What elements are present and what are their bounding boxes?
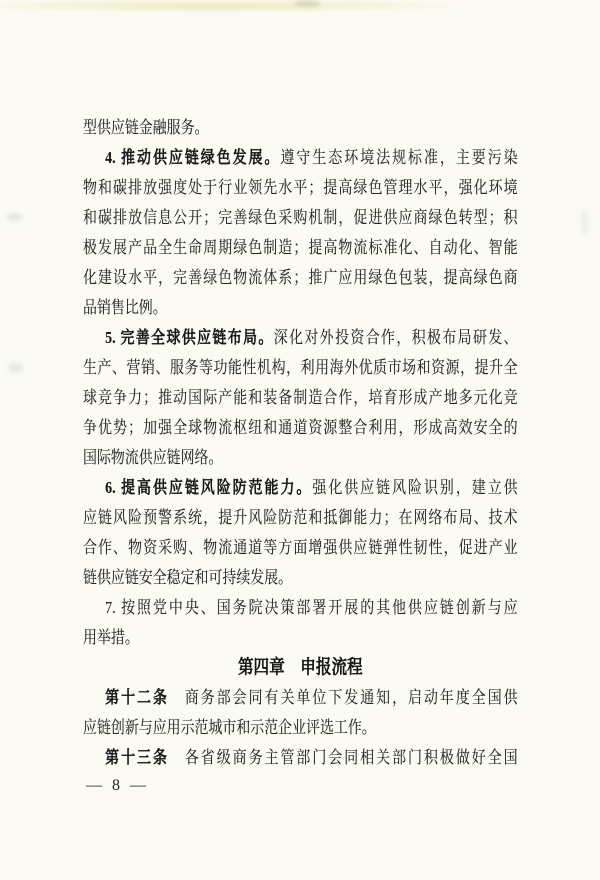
article-number-bold: 第十二条 [105, 688, 169, 707]
doc-line [83, 503, 518, 533]
line-text: 应链创新与应用示范城市和示范企业评选工作。 [83, 718, 376, 737]
line-text: 各省级商务主管部门会同相关部门积极做好全国 [168, 748, 518, 767]
doc-line [83, 233, 518, 263]
doc-line-item-6 [83, 473, 518, 503]
line-text: 生产、营销、服务等功能性机构，利用海外优质市场和资源，提升全 [83, 358, 518, 377]
line-text: 型供应链金融服务。 [83, 118, 209, 137]
scan-artifact-top-streak [0, 0, 478, 13]
line-text: 球竞争力；推动国际产能和装备制造合作，培育形成产地多元化竞 [83, 388, 518, 407]
line-text: 链供应链安全稳定和可持续发展。 [83, 568, 293, 587]
line-text: 深化对外投资合作，积极布局研发、 [273, 328, 518, 347]
scan-artifact-top-dot [294, 0, 320, 7]
doc-line-item-7 [83, 593, 518, 623]
chapter-heading [83, 653, 518, 683]
line-text: 和碳排放信息公开；完善绿色采购机制，促进供应商绿色转型；积 [83, 208, 518, 227]
doc-line [83, 383, 518, 413]
document-text-block [83, 113, 518, 773]
page-number: — 8 — [86, 777, 149, 794]
doc-line [83, 623, 518, 653]
doc-line-article-13 [83, 743, 518, 773]
doc-line [83, 113, 518, 143]
article-number-bold: 第十三条 [105, 748, 169, 767]
line-text: 强化供应链风险识别，建立供 [312, 478, 518, 497]
line-text: 7. 按照党中央、国务院决策部署开展的其他供应链创新与应 [105, 598, 518, 617]
chapter-heading-text: 第四章 申报流程 [237, 657, 363, 678]
doc-line [83, 533, 518, 563]
doc-line [83, 413, 518, 443]
line-text: 遵守生态环境法规标准，主要污染 [280, 148, 518, 167]
doc-line [83, 293, 518, 323]
doc-line-item-4 [83, 143, 518, 173]
line-text: 商务部会同有关单位下发通知，启动年度全国供 [168, 688, 518, 707]
doc-line-item-5 [83, 323, 518, 353]
doc-line [83, 353, 518, 383]
line-text: 用举措。 [83, 628, 139, 647]
item-lead-bold: 6. 提高供应链风险防范能力。 [105, 478, 313, 497]
line-text: 合作、物资采购、物流通道等方面增强供应链弹性韧性，促进产业 [83, 538, 518, 557]
line-text: 争优势；加强全球物流枢纽和通道资源整合利用，形成高效安全的 [83, 418, 518, 437]
doc-line [83, 443, 518, 473]
doc-line [83, 713, 518, 743]
line-text: 应链风险预警系统，提升风险防范和抵御能力；在网络布局、技术 [83, 508, 518, 527]
scan-artifact-smudge [7, 213, 22, 221]
doc-line [83, 263, 518, 293]
line-text: 极发展产品全生命周期绿色制造；提高物流标准化、自动化、智能 [83, 238, 518, 257]
line-text: 化建设水平，完善绿色物流体系；推广应用绿色包装，提高绿色商 [83, 268, 518, 287]
scan-artifact-smudge [8, 362, 23, 373]
item-lead-bold: 4. 推动供应链绿色发展。 [105, 148, 281, 167]
doc-line [83, 563, 518, 593]
item-lead-bold: 5. 完善全球供应链布局。 [105, 328, 274, 347]
doc-line [83, 173, 518, 203]
line-text: 物和碳排放强度处于行业领先水平；提高绿色管理水平，强化环境 [83, 178, 518, 197]
doc-line [83, 203, 518, 233]
doc-line-article-12 [83, 683, 518, 713]
line-text: 品销售比例。 [83, 298, 167, 317]
line-text: 国际物流供应链网络。 [83, 448, 223, 467]
scan-artifact-smudge [581, 209, 588, 235]
